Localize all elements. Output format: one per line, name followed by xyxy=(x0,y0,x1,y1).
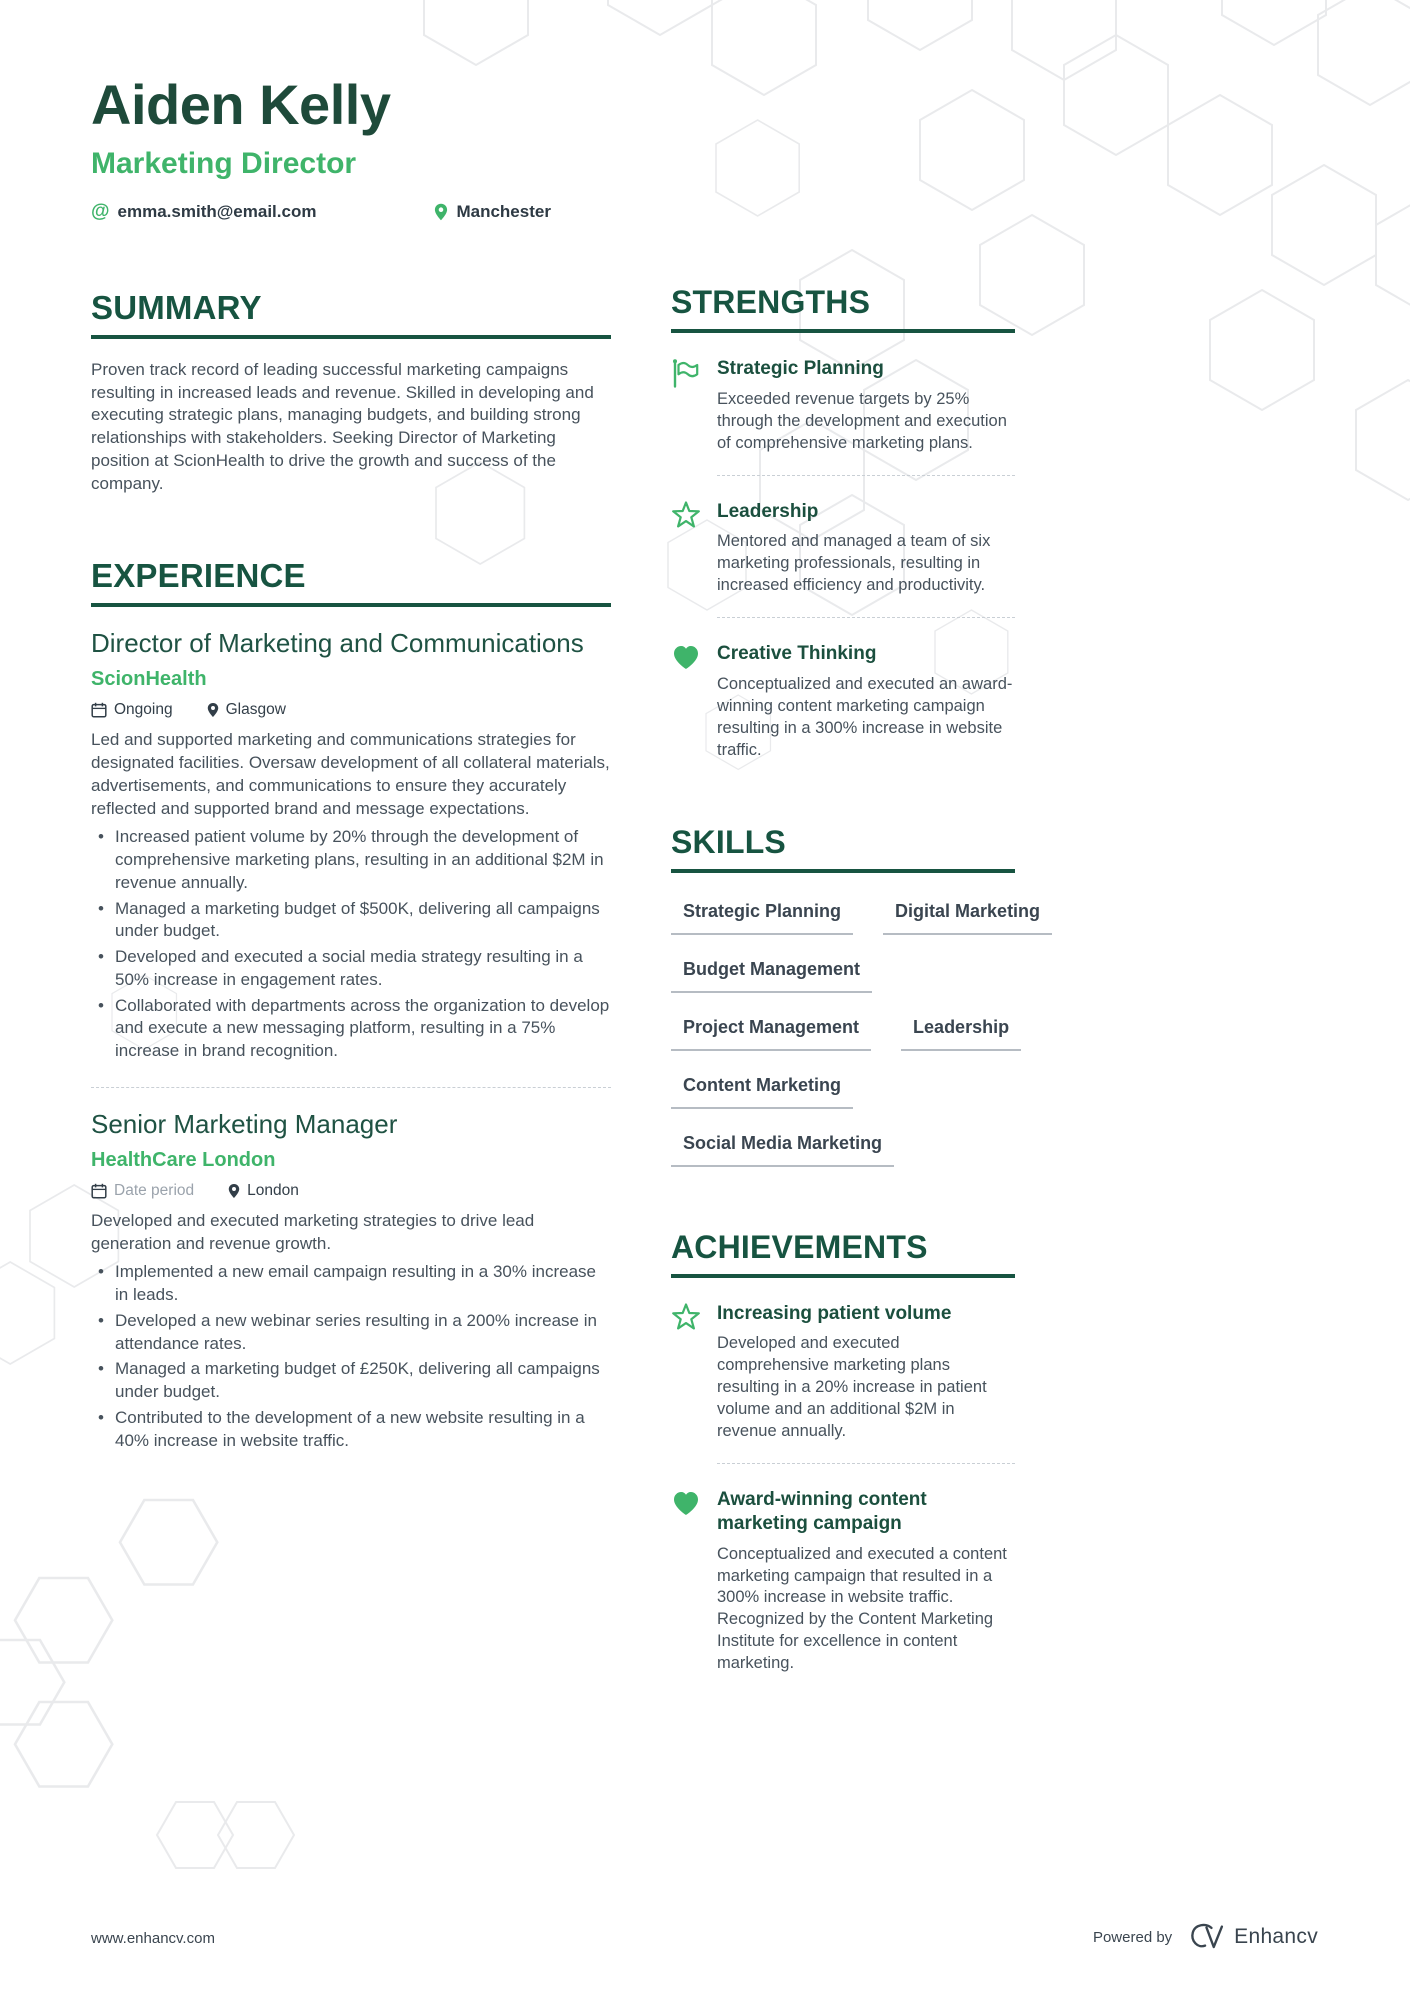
summary-section xyxy=(91,289,611,496)
job-period-item xyxy=(91,701,173,719)
right-column xyxy=(671,0,1041,1675)
location-item xyxy=(434,202,550,222)
job-period: Ongoing xyxy=(114,701,173,719)
job-bullet: • Managed a marketing budget of £250K, delivering all campaigns under budget. xyxy=(91,1358,611,1404)
job-description: Developed and executed marketing strategies to drive lead generation and revenue growth. xyxy=(91,1210,535,1253)
star-icon xyxy=(671,1302,701,1443)
achievements-heading: ACHIEVEMENTS xyxy=(671,1229,1015,1278)
job-bullets xyxy=(91,1261,611,1452)
skill-item: Digital Marketing xyxy=(883,901,1052,935)
brand-name: Enhancv xyxy=(1234,1925,1318,1948)
job-bullet: • Implemented a new email campaign resulting in a 30% increase in leads. xyxy=(91,1261,611,1307)
location-pin-icon xyxy=(434,203,448,221)
left-column xyxy=(91,0,611,1675)
skill-item: Social Media Marketing xyxy=(671,1133,894,1167)
achievement-text: Developed and executed comprehensive marketing plans resulting in a 20% increase in patient volume and an additional $2M in revenue annually. xyxy=(717,1334,987,1441)
job-bullet: • Managed a marketing budget of $500K, delivering all campaigns under budget. xyxy=(91,898,611,944)
job-bullet: • Developed and executed a social media strategy resulting in a 50% increase in engagement rates. xyxy=(91,946,611,992)
job-period-item xyxy=(91,1182,194,1200)
skill-item: Strategic Planning xyxy=(671,901,853,935)
strength-item xyxy=(671,618,1015,762)
job-company: ScionHealth xyxy=(91,668,207,691)
skill-item: Leadership xyxy=(901,1017,1021,1051)
heart-icon xyxy=(671,1488,701,1675)
enhancv-logo-icon xyxy=(1186,1921,1226,1953)
strength-text: Conceptualized and executed an award-winning content marketing campaign resulting in a 300% increase in website traffic. xyxy=(717,674,1013,759)
job-title: Senior Marketing Manager xyxy=(91,1109,398,1139)
achievement-title: Award-winning content marketing campaign xyxy=(717,1489,927,1534)
achievements-section xyxy=(671,1229,1015,1676)
achievement-text: Conceptualized and executed a content marketing campaign that resulted in a 300% increase in website traffic. Recognized by the Content Marketing Institute for excellence in content marketing. xyxy=(717,1544,1007,1673)
email-icon: @ xyxy=(91,200,110,222)
job-meta xyxy=(91,1182,611,1200)
contact-row xyxy=(91,201,611,223)
strength-title: Leadership xyxy=(717,500,819,522)
heart-icon xyxy=(671,642,701,762)
header xyxy=(91,73,611,223)
job-bullet: • Developed a new webinar series resulting in a 200% increase in attendance rates. xyxy=(91,1310,611,1356)
skill-item: Content Marketing xyxy=(671,1075,853,1109)
summary-text: Proven track record of leading successful marketing campaigns resulting in increased leads and revenue. Skilled in developing and executing strategic plans, managing budgets, and building strong relationships with stakeholders. Seeking Director of Marketing position at ScionHealth to drive the growth and success of the company. xyxy=(91,359,594,493)
strength-text: Exceeded revenue targets by 25% through the development and execution of comprehensive marketing plans. xyxy=(717,389,1007,452)
footer-brand-lockup xyxy=(1093,1921,1318,1953)
job-bullet: • Increased patient volume by 20% through the development of comprehensive marketing plans, resulting in an additional $2M in revenue annually. xyxy=(91,826,611,894)
job-description: Led and supported marketing and communications strategies for designated facilities. Oversaw development of all collateral materials, advertisements, and communications to ensure they accurately reflected and supported brand and message expectations. xyxy=(91,730,610,818)
strengths-section xyxy=(671,284,1015,762)
skill-item: Project Management xyxy=(671,1017,871,1051)
strength-item xyxy=(671,333,1015,455)
skills-section xyxy=(671,823,1041,1167)
job-location-item xyxy=(228,1182,299,1200)
candidate-title: Marketing Director xyxy=(91,146,357,180)
job-location: London xyxy=(247,1181,299,1199)
experience-section xyxy=(91,557,611,1452)
job-location: Glasgow xyxy=(225,701,286,719)
strength-item xyxy=(671,476,1015,598)
calendar-icon xyxy=(91,1183,107,1199)
star-icon xyxy=(671,500,701,598)
job-bullet: • Contributed to the development of a new website resulting in a 40% increase in website traffic. xyxy=(91,1407,611,1453)
job-bullet: • Collaborated with departments across the organization to develop and execute a new messaging platform, resulting in a 75% increase in brand recognition. xyxy=(91,995,611,1063)
footer-site-url: www.enhancv.com xyxy=(91,1930,215,1947)
job-company: HealthCare London xyxy=(91,1148,276,1171)
strength-title: Strategic Planning xyxy=(717,358,884,379)
achievement-title: Increasing patient volume xyxy=(717,1302,952,1324)
achievement-item xyxy=(671,1278,1015,1443)
job-period: Date period xyxy=(114,1181,195,1199)
email-value: emma.smith@email.com xyxy=(117,201,317,221)
strengths-heading: STRENGTHS xyxy=(671,284,1015,333)
job-meta xyxy=(91,701,611,719)
experience-heading: EXPERIENCE xyxy=(91,557,611,607)
job-bullets xyxy=(91,826,611,1063)
pin-icon xyxy=(207,702,219,718)
achievement-item xyxy=(671,1464,1015,1675)
skill-item: Budget Management xyxy=(671,959,872,993)
strength-title: Creative Thinking xyxy=(717,643,877,665)
flag-icon xyxy=(671,357,701,455)
powered-by-label: Powered by xyxy=(1092,1928,1173,1946)
strength-text: Mentored and managed a team of six marketing professionals, resulting in increased efficiency and productivity. xyxy=(717,532,991,595)
job-entry xyxy=(91,607,611,1063)
pin-icon xyxy=(228,1183,240,1199)
summary-heading: SUMMARY xyxy=(91,289,611,339)
calendar-icon xyxy=(91,702,107,718)
skills-heading: SKILLS xyxy=(671,824,1015,873)
email-item xyxy=(91,201,316,223)
job-title: Director of Marketing and Communications xyxy=(91,628,584,659)
job-entry xyxy=(91,1088,611,1453)
location-value: Manchester xyxy=(456,201,551,221)
skills-list xyxy=(671,873,1041,1167)
candidate-name: Aiden Kelly xyxy=(91,73,391,136)
job-location-item xyxy=(207,701,286,719)
